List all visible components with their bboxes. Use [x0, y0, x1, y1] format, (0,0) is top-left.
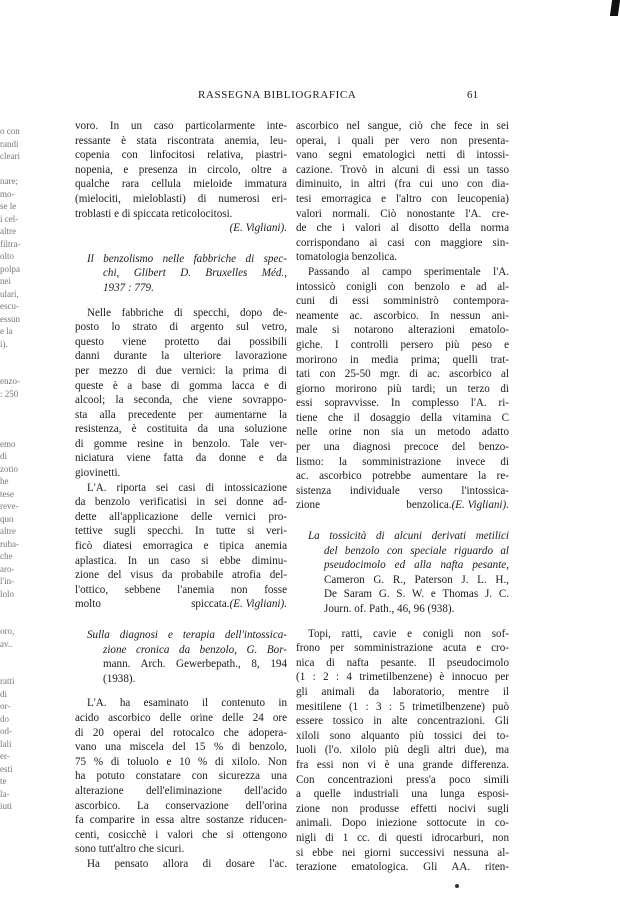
- text-line: nopenia, e presenza in circolo, oltre a: [75, 163, 287, 176]
- bleed-fragment: che: [0, 551, 13, 561]
- text-line: resistenza, è costituita da una soluzione: [75, 423, 287, 436]
- text-line: corrispondano ai casi con maggiore sin-: [296, 236, 509, 249]
- text-line: cazione. Trovò in alcuni di essi un tasso: [296, 163, 509, 176]
- text-line-with-signature: [296, 498, 509, 513]
- text-line: giche. I controlli persero più peso e: [296, 338, 509, 351]
- citation-line: De Saram G. S. W. e Thomas J. C.: [324, 588, 509, 601]
- text-line: frono per somministrazione acuta e cro-: [296, 642, 509, 655]
- bleed-fragment: quo: [0, 513, 14, 524]
- text-line: sta alla precedente per aumentarne la: [75, 408, 287, 421]
- text-line: tesi emorragica e l'altro con leucopenia): [296, 192, 509, 205]
- review-body: [75, 696, 287, 871]
- bleed-fragment: escu-: [0, 301, 19, 311]
- bleed-fragment: [0, 600, 18, 613]
- citation-line: 1937 : 779.: [103, 281, 154, 294]
- reviewer-signature: (E. Vigliani).: [229, 598, 287, 611]
- text-line: centi, cosicchè i valori che si ottengono: [75, 828, 287, 841]
- bleed-fragment: filtra-: [0, 238, 21, 249]
- text-line: ascorbico. La conservazione dell'orina: [75, 799, 287, 812]
- text-line: sono tutt'altro che sicuri.: [75, 843, 185, 856]
- text-line: niciatura viene fatta da donne e da: [75, 452, 287, 465]
- citation-line: Cameron G. R., Paterson J. L. H.,: [324, 573, 509, 586]
- text-line: morirono in media prima; quelli trat-: [296, 353, 509, 366]
- text-line-with-signature: [75, 597, 287, 612]
- text-line: luoli (l'o. xilolo più degli altri due), ma: [296, 744, 509, 757]
- text-line: tettive sugli specchi. In tutte si veri-: [75, 525, 287, 538]
- page-header: [0, 89, 619, 103]
- bleed-fragment: [0, 363, 18, 376]
- bleed-fragment: e la: [0, 326, 13, 336]
- bleed-fragment: or-: [0, 701, 11, 711]
- text-line: valori normali. Ciò nonostante l'A. cre-: [296, 207, 509, 220]
- review-entry-diagnosi: [75, 628, 287, 872]
- text-line: questo viene protetto dai possibili: [75, 335, 287, 348]
- bleed-fragment: ruba-: [0, 538, 19, 549]
- text-fragment: zione benzolica.: [296, 499, 452, 512]
- text-fragment: molto spiccata.: [75, 598, 230, 611]
- text-line: gli animali da laboratorio, mentre il: [296, 685, 509, 698]
- text-line: a quelle industriali una lunga esposi-: [296, 788, 509, 801]
- bleed-fragment: tese: [0, 488, 14, 499]
- bleed-fragment: reve-: [0, 501, 19, 511]
- text-line: vano segni ematologici netti di intossi-: [296, 149, 509, 162]
- text-line: tomatologia benzolica.: [296, 251, 398, 264]
- bleed-fragment: mo-: [0, 188, 15, 199]
- text-line: di gomme resine in benzolo. Tale ver-: [75, 437, 287, 450]
- text-line: (mielociti, mieloblasti) di numerosi eri-: [75, 192, 287, 205]
- citation-line: pseudocimolo ed alla nafta pesante,: [324, 559, 509, 572]
- text-line: operai, i quali per vero non presenta-: [296, 134, 509, 147]
- text-line: neamente ac. ascorbico. In nessun ani-: [296, 309, 509, 322]
- text-line: terazione ematologica. Gli AA. riten-: [296, 861, 509, 874]
- bleed-fragment: : 250: [0, 388, 19, 399]
- text-line: giovinetti.: [75, 467, 121, 480]
- text-line: fra essi non vi è una grande differenza.: [296, 758, 509, 771]
- bleed-fragment: iuti: [0, 801, 13, 811]
- text-line: posto lo strato di argento sul vetro,: [75, 321, 287, 334]
- bleed-fragment: [0, 413, 18, 426]
- text-line: L'A. ha esaminato il contenuto in: [87, 697, 287, 710]
- page-number: 61: [467, 89, 478, 101]
- citation-line: Journ. of. Path., 46, 96 (938).: [324, 603, 455, 615]
- text-line: essi sopravvisse. In complesso l'A. ri-: [296, 397, 509, 410]
- text-line: ficò diatesi emorragica e tipica anemia: [75, 540, 287, 553]
- text-line: copenia con linfocitosi relativa, piastri-: [75, 149, 287, 162]
- text-line: di 20 operai del rotocalco che adopera-: [75, 726, 287, 739]
- bleed-fragment: polpa: [0, 263, 20, 274]
- bleed-fragment: olto: [0, 251, 15, 261]
- bleed-fragment: [0, 425, 18, 438]
- text-line: vano una miscela del 15 % di benzolo,: [75, 741, 287, 754]
- text-line: queste è a base di gomma lacca e di: [75, 379, 287, 392]
- bleed-fragment: la-: [0, 788, 10, 799]
- text-line: xiloli sono alquanto più tossici dei to-: [296, 729, 509, 742]
- citation-line: zione cronica da benzolo, G. Bor-: [103, 643, 287, 656]
- text-line: alcool; la seconda, che viene sovrappo-: [75, 394, 287, 407]
- text-line: Nelle fabbriche di specchi, dopo de-: [87, 306, 287, 319]
- bleed-fragment: o con: [0, 126, 20, 136]
- bleed-fragment: lali: [0, 738, 12, 749]
- citation-line: chi, Glibert D. Bruxelles Méd.,: [103, 267, 287, 280]
- bleed-fragment: ratti: [0, 676, 15, 686]
- left-column: [75, 119, 287, 872]
- citation-line: mann. Arch. Gewerbepath., 8, 194: [103, 658, 287, 671]
- text-line: nica di nafta pesante. Il pseudocimolo: [296, 656, 509, 669]
- bleed-fragment: [0, 613, 18, 626]
- text-line: nelle orine non sia un metodo adatto: [296, 426, 509, 439]
- bleed-fragment: lolo: [0, 588, 15, 599]
- bleed-fragment: [0, 350, 18, 363]
- bleed-fragment: se le: [0, 201, 17, 211]
- reviewer-signature: (E. Vigliani).: [451, 499, 509, 512]
- text-line: ascorbico nel sangue, ciò che fece in sei: [296, 120, 509, 132]
- bleed-fragment: av..: [0, 638, 13, 649]
- text-line: mesitilene (1 : 3 : 5 trimetilbenzene) può: [296, 700, 509, 713]
- bleed-fragment: nei: [0, 276, 11, 286]
- text-line: per una diagnosi precoce del benzo-: [296, 441, 509, 454]
- bleed-fragment: altre: [0, 226, 16, 236]
- text-line: ressante è stata riscontrata anemia, leu-: [75, 134, 287, 147]
- bleed-fragment: di: [0, 688, 8, 699]
- bleed-fragment: i cel-: [0, 213, 19, 224]
- bleed-fragment: l'in-: [0, 576, 15, 586]
- text-line: fa comparire in essa altre sostanze riducen-: [75, 814, 287, 827]
- text-line: animali. Dopo iniezione sottocute in co-: [296, 817, 509, 830]
- bleed-fragment: esti: [0, 763, 13, 774]
- citation: [75, 628, 287, 686]
- text-line: nigli di 1 cc. di questi idrocarburi, non: [296, 831, 509, 844]
- bleed-fragment: [0, 163, 18, 176]
- text-line: cuni di essi somministrò contempora-: [296, 295, 509, 308]
- citation-line: del benzolo con speciale riguardo al: [324, 544, 509, 557]
- text-line: aplastica. In un caso si ebbe diminu-: [75, 554, 287, 567]
- bleed-fragment: i).: [0, 338, 8, 349]
- running-head: RASSEGNA BIBLIOGRAFICA: [198, 89, 357, 101]
- bleed-fragment: altre: [0, 526, 16, 536]
- review-body-continued: [296, 119, 509, 513]
- bleed-fragment: od-: [0, 726, 12, 736]
- review-entry-benzolismo: [75, 252, 287, 612]
- bleed-fragment: [0, 663, 18, 676]
- review-entry-tossicita: [296, 529, 509, 875]
- text-line: da benzolo verificatisi in sei donne ad-: [75, 496, 287, 509]
- text-line: Passando al campo sperimentale l'A.: [308, 265, 509, 278]
- text-line: alterazione dell'eliminazione dell'acido: [75, 784, 287, 797]
- text-line: per mezzo di due vernici: la prima di: [75, 364, 287, 377]
- text-line: l'ottico, sebbene l'anemia non fosse: [75, 583, 287, 596]
- review-body: [75, 306, 287, 612]
- review-body: [296, 627, 509, 875]
- text-line: Topi, ratti, cavie e conigli non sof-: [308, 627, 509, 640]
- text-line: dette all'applicazione delle vernici pro-: [75, 510, 287, 523]
- text-line: zione del visus da probabile atrofia del-: [75, 569, 287, 582]
- text-line: giorno morirono più tardi; un terzo di: [296, 382, 509, 395]
- citation-line: Sulla diagnosi e terapia dell'intossica-: [87, 629, 287, 641]
- bleed-fragment: er-: [0, 751, 10, 761]
- bleed-fragment: enzo-: [0, 376, 20, 386]
- bleed-fragment: essun: [0, 313, 20, 324]
- text-line: Con concentrazioni press'a poco simili: [296, 773, 509, 786]
- text-line: si ebbe nei giorni successivi nessuna al-: [296, 846, 509, 859]
- adjacent-page-bleed: [0, 125, 21, 813]
- citation: [75, 252, 287, 296]
- text-line: L'A. riporta sei casi di intossicazione: [87, 481, 287, 494]
- text-line: 75 % di toluolo e 10 % di xilolo. Non: [75, 755, 287, 768]
- bleed-fragment: nare;: [0, 176, 18, 186]
- reviewer-signature: (E. Vigliani).: [229, 222, 287, 235]
- text-line: de che i valori al disotto della norma: [296, 222, 509, 235]
- bleed-fragment: aro-: [0, 563, 15, 574]
- print-speck: [455, 884, 459, 888]
- text-line: zione non produsse effetti nocivi sugli: [296, 802, 509, 815]
- carry-over-paragraph: [75, 119, 287, 236]
- text-line: troblasti e di spiccata reticolocitosi.: [75, 207, 233, 220]
- text-line: qualche rara cellula mieloide immatura: [75, 178, 287, 191]
- bleed-fragment: te: [0, 776, 7, 786]
- text-line: tiene che il dosaggio della vitamina C: [296, 411, 509, 424]
- bleed-fragment: oro,: [0, 626, 15, 636]
- bleed-fragment: [0, 400, 18, 413]
- text-line: (1 : 2 : 4 trimetilbenzene) è innocuo per: [296, 671, 509, 684]
- bleed-fragment: randi: [0, 138, 19, 149]
- text-line: lismo: la somministrazione invece di: [296, 455, 509, 468]
- scan-corner-mark: [610, 0, 620, 16]
- text-line: sistenza individuale verso l'intossica-: [296, 484, 509, 497]
- citation: [296, 529, 509, 617]
- text-line: ha potuto constatare con sicurezza una: [75, 770, 287, 783]
- text-line: voro. In un caso particolarmente inte-: [75, 120, 287, 132]
- bleed-fragment: do: [0, 713, 9, 724]
- text-line: intossicò conigli con benzolo e ad al-: [296, 280, 509, 293]
- text-line: male si notarono alterazioni ematolo-: [296, 324, 509, 337]
- citation-line: La tossicità di alcuni derivati metilici: [308, 530, 509, 543]
- bleed-fragment: [0, 650, 18, 663]
- bleed-fragment: zotio: [0, 463, 18, 474]
- right-column: [296, 119, 509, 875]
- text-line: ac. ascorbico potrebbe aumentare la re-: [296, 470, 509, 483]
- bleed-fragment: di: [0, 451, 8, 461]
- text-line: danni durante la ulteriore lavorazione: [75, 350, 287, 363]
- text-line: diminuito, in altri (fra cui uno con dia-: [296, 178, 509, 191]
- citation-line: (1938).: [103, 672, 136, 685]
- text-line: Ha pensato allora di dosare l'ac.: [87, 857, 287, 870]
- text-line: acido ascorbico delle orine delle 24 ore: [75, 711, 287, 724]
- bleed-fragment: cleari: [0, 151, 20, 161]
- text-line: essere tossico in alte concentrazioni. Gli: [296, 715, 509, 728]
- citation-line: Il benzolismo nelle fabbriche di spec-: [87, 252, 287, 265]
- bleed-fragment: emo: [0, 438, 16, 449]
- bleed-fragment: he: [0, 476, 9, 486]
- text-line: tati con 25-50 mgr. di ac. ascorbico al: [296, 368, 509, 381]
- bleed-fragment: ulari,: [0, 288, 19, 299]
